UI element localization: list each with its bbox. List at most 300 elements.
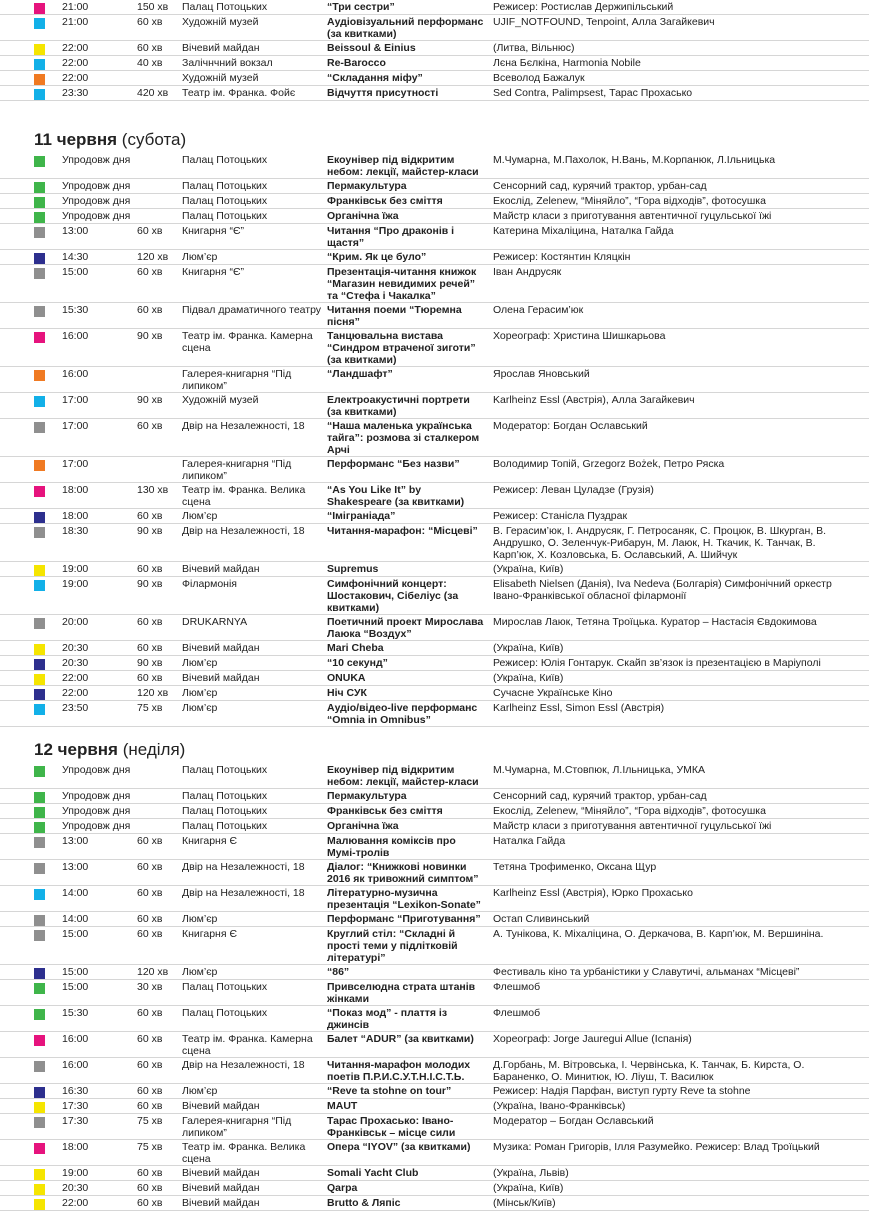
event-venue: Палац Потоцьких	[182, 1007, 268, 1019]
event-title: “10 секунд”	[327, 657, 388, 669]
day-title: 11 червня	[34, 130, 118, 149]
event-title: “Три сестри”	[327, 1, 395, 13]
event-venue: Двір на Незалежності, 18	[182, 525, 305, 537]
event-time: 18:00	[62, 1141, 89, 1153]
event-dur: 60 хв	[137, 1100, 163, 1112]
event-title: Поетичний проект Мирослава Лаюка “Воздух”	[327, 616, 484, 640]
event-title: “Reve ta stohne on tour”	[327, 1085, 452, 1097]
event-venue: Люм’єр	[182, 510, 218, 522]
event-venue: Палац Потоцьких	[182, 790, 268, 802]
event-venue: Палац Потоцьких	[182, 805, 268, 817]
schedule-row	[0, 1181, 869, 1196]
schedule-row	[0, 686, 869, 701]
category-color-square	[34, 930, 45, 941]
event-title: Відчуття присутності	[327, 87, 439, 99]
event-dur: 40 хв	[137, 57, 163, 69]
event-time: 14:00	[62, 887, 89, 899]
event-venue: Вічевий майдан	[182, 1197, 260, 1209]
event-title: Опера “IYOV” (за квитками)	[327, 1141, 471, 1153]
event-venue: Вічевий майдан	[182, 1182, 260, 1194]
category-color-square	[34, 268, 45, 279]
event-people: Режисер: Костянтин Кляцкін	[493, 251, 631, 263]
category-color-square	[34, 580, 45, 591]
event-title: Mari Cheba	[327, 642, 384, 654]
event-venue: Палац Потоцьких	[182, 1, 268, 13]
event-people: Всеволод Бажалук	[493, 72, 585, 84]
event-venue: Книгарня Є	[182, 835, 238, 847]
event-dur: 60 хв	[137, 1033, 163, 1045]
schedule-row	[0, 1140, 869, 1166]
event-venue: Підвал драматичного театру	[182, 304, 322, 316]
category-color-square	[34, 565, 45, 576]
category-color-square	[34, 486, 45, 497]
event-title: “Ландшафт”	[327, 368, 393, 380]
event-dur: 60 хв	[137, 563, 163, 575]
event-title: Qarpa	[327, 1182, 358, 1194]
event-venue: Палац Потоцьких	[182, 210, 268, 222]
category-color-square	[34, 689, 45, 700]
event-time: 23:30	[62, 87, 89, 99]
event-people: Майстр класи з приготування автентичної гуцульської їжі	[493, 820, 772, 832]
schedule-row	[0, 1058, 869, 1084]
event-title: Перформанс “Без назви”	[327, 458, 460, 470]
event-people: Володимир Топій, Grzegorz Bożek, Петро Ряска	[493, 458, 725, 470]
event-title: ONUKA	[327, 672, 366, 684]
event-time: 15:00	[62, 266, 89, 278]
event-dur: 90 хв	[137, 657, 163, 669]
category-color-square	[34, 889, 45, 900]
event-title: Пермакультура	[327, 180, 407, 192]
event-venue: DRUKARNYA	[182, 616, 248, 628]
event-venue: Філармонія	[182, 578, 237, 590]
event-people: В. Герасим’юк, І. Андрусяк, Г. Петросаняк, С. Процюк, В. Шкурган, В. Андрушко, О. Зеленчук-Рибарун, М. Лаюк, Н. Ткачик, К. Танчак, В. Карп’юк, Х. Козловська, Б. Ославський, А. Шийчук	[493, 525, 827, 561]
event-people: Іван Андрусяк	[493, 266, 562, 278]
event-time: 14:30	[62, 251, 89, 263]
schedule-row	[0, 577, 869, 615]
category-color-square	[34, 822, 45, 833]
event-title: Читання-марафон молодих поетів П.Р.И.С.У.Т.Н.І.С.Т.Ь.	[327, 1059, 471, 1083]
day-heading	[0, 127, 869, 153]
schedule-row	[0, 224, 869, 250]
event-people: Майстр класи з приготування автентичної гуцульської їжі	[493, 210, 772, 222]
event-venue: Палац Потоцьких	[182, 820, 268, 832]
event-title: Франківськ без сміття	[327, 195, 443, 207]
event-people: (Україна, Київ)	[493, 563, 564, 575]
event-people: Остап Сливинський	[493, 913, 590, 925]
event-time: Упродовж дня	[62, 154, 131, 166]
event-dur: 75 хв	[137, 1141, 163, 1153]
event-time: Упродовж дня	[62, 790, 131, 802]
event-time: 15:00	[62, 928, 89, 940]
category-color-square	[34, 74, 45, 85]
category-color-square	[34, 197, 45, 208]
event-people: Модератор – Богдан Ославський	[493, 1115, 654, 1127]
schedule-row	[0, 86, 869, 101]
category-color-square	[34, 527, 45, 538]
event-time: 20:30	[62, 657, 89, 669]
event-people: А. Тунікова, К. Міхаліцина, О. Деркачова, В. Карп’юк, М. Вершиніна.	[493, 928, 824, 940]
schedule-row	[0, 671, 869, 686]
event-people: (Україна, Львів)	[493, 1167, 569, 1179]
event-people: Ярослав Яновський	[493, 368, 590, 380]
event-venue: Залічнчний вокзал	[182, 57, 273, 69]
event-time: 15:30	[62, 1007, 89, 1019]
event-title: Екоунівер під відкритим небом: лекції, майстер-класи	[327, 154, 479, 178]
event-dur: 60 хв	[137, 616, 163, 628]
schedule-row	[0, 71, 869, 86]
event-time: 13:00	[62, 861, 89, 873]
event-time: 22:00	[62, 57, 89, 69]
schedule-row	[0, 483, 869, 509]
event-venue: Художній музей	[182, 394, 259, 406]
event-time: 20:30	[62, 1182, 89, 1194]
category-color-square	[34, 1117, 45, 1128]
event-venue: Люм’єр	[182, 1085, 218, 1097]
event-time: 16:30	[62, 1085, 89, 1097]
category-color-square	[34, 674, 45, 685]
event-dur: 60 хв	[137, 672, 163, 684]
event-venue: Люм’єр	[182, 913, 218, 925]
event-dur: 130 хв	[137, 484, 169, 496]
category-color-square	[34, 396, 45, 407]
event-dur: 150 хв	[137, 1, 169, 13]
schedule-block-top	[0, 0, 869, 101]
event-people: Флешмоб	[493, 1007, 541, 1019]
event-people: Екослід, Zelenew, “Міняйло”, “Гора відходів”, фотосушка	[493, 805, 766, 817]
schedule-row	[0, 393, 869, 419]
schedule-row	[0, 912, 869, 927]
event-dur: 30 хв	[137, 981, 163, 993]
event-time: 22:00	[62, 42, 89, 54]
event-venue: Художній музей	[182, 16, 259, 28]
event-people: Режисер: Ростислав Держипільський	[493, 1, 674, 13]
schedule-row	[0, 1084, 869, 1099]
event-title: Somali Yacht Club	[327, 1167, 419, 1179]
event-dur: 60 хв	[137, 1007, 163, 1019]
event-people: Режисер: Леван Цуладзе (Грузія)	[493, 484, 654, 496]
event-title: Діалог: “Книжкові новинки 2016 як тривожний симптом”	[327, 861, 479, 885]
event-title: Читання поеми “Тюремна пісня”	[327, 304, 462, 328]
schedule-row	[0, 804, 869, 819]
event-title: Пермакультура	[327, 790, 407, 802]
schedule-row	[0, 509, 869, 524]
schedule-row	[0, 56, 869, 71]
category-color-square	[34, 915, 45, 926]
event-dur: 90 хв	[137, 394, 163, 406]
category-color-square	[34, 370, 45, 381]
event-dur: 60 хв	[137, 1059, 163, 1071]
event-venue: Вічевий майдан	[182, 1100, 260, 1112]
schedule-row	[0, 701, 869, 727]
event-people: (Україна, Київ)	[493, 642, 564, 654]
event-title: Читання “Про драконів і щастя”	[327, 225, 455, 249]
event-title: Привселюдна страта штанів жінками	[327, 981, 476, 1005]
category-color-square	[34, 807, 45, 818]
event-venue: Палац Потоцьких	[182, 764, 268, 776]
event-dur: 75 хв	[137, 702, 163, 714]
event-time: 13:00	[62, 225, 89, 237]
schedule-row	[0, 1166, 869, 1181]
schedule-block-june-11	[0, 153, 869, 727]
event-dur: 60 хв	[137, 16, 163, 28]
category-color-square	[34, 332, 45, 343]
schedule-block-june-12	[0, 763, 869, 1211]
event-title: Ніч СУК	[327, 687, 367, 699]
schedule-row	[0, 562, 869, 577]
category-color-square	[34, 644, 45, 655]
event-people: Режисер: Надія Парфан, виступ гурту Reve ta stohne	[493, 1085, 751, 1097]
event-dur: 60 хв	[137, 928, 163, 940]
event-people: (Україна, Київ)	[493, 672, 564, 684]
schedule-row	[0, 524, 869, 562]
day-weekday: (субота)	[121, 130, 187, 149]
event-dur: 60 хв	[137, 266, 163, 278]
category-color-square	[34, 253, 45, 264]
event-venue: Вічевий майдан	[182, 672, 260, 684]
event-venue: Палац Потоцьких	[182, 180, 268, 192]
event-time: 20:00	[62, 616, 89, 628]
event-dur: 60 хв	[137, 225, 163, 237]
event-title: “Наша маленька українська тайга”: розмова зі сталкером Арчі	[327, 420, 480, 456]
schedule-row	[0, 419, 869, 457]
day-title: 12 червня	[34, 740, 118, 759]
event-people: Elisabeth Nielsen (Данія), Iva Nedeva (Болгарія) Симфонічний оркестр Івано-Франківської обласної філармонії	[493, 578, 832, 602]
category-color-square	[34, 44, 45, 55]
category-color-square	[34, 227, 45, 238]
event-people: Karlheinz Essl (Австрія), Алла Загайкевич	[493, 394, 695, 406]
event-time: 17:00	[62, 394, 89, 406]
category-color-square	[34, 863, 45, 874]
event-title: Органічна їжа	[327, 820, 399, 832]
event-people: Сенсорний сад, курячий трактор, урбан-сад	[493, 180, 707, 192]
event-dur: 60 хв	[137, 835, 163, 847]
event-dur: 60 хв	[137, 510, 163, 522]
category-color-square	[34, 422, 45, 433]
category-color-square	[34, 460, 45, 471]
day-heading	[0, 737, 869, 763]
event-time: 22:00	[62, 1197, 89, 1209]
category-color-square	[34, 1087, 45, 1098]
event-people: UJIF_NOTFOUND, Tenpoint, Алла Загайкевич	[493, 16, 715, 28]
event-dur: 60 хв	[137, 304, 163, 316]
schedule-row	[0, 457, 869, 483]
event-dur: 90 хв	[137, 330, 163, 342]
category-color-square	[34, 212, 45, 223]
event-venue: Вічевий майдан	[182, 42, 260, 54]
event-dur: 60 хв	[137, 42, 163, 54]
schedule-row	[0, 209, 869, 224]
schedule-row	[0, 1006, 869, 1032]
event-people: Катерина Міхаліцина, Наталка Гайда	[493, 225, 674, 237]
event-time: Упродовж дня	[62, 210, 131, 222]
schedule-row	[0, 886, 869, 912]
event-time: 17:30	[62, 1115, 89, 1127]
event-dur: 60 хв	[137, 887, 163, 899]
event-venue: Театр ім. Франка. Фойє	[182, 87, 296, 99]
event-time: Упродовж дня	[62, 764, 131, 776]
event-title: Електроакустичні портрети (за квитками)	[327, 394, 470, 418]
category-color-square	[34, 1035, 45, 1046]
event-title: “Показ мод” - плаття із джинсів	[327, 1007, 448, 1031]
event-dur: 60 хв	[137, 1182, 163, 1194]
event-time: 18:00	[62, 484, 89, 496]
event-people: Режисер: Юлія Гонтарук. Скайп зв’язок із презентацією в Маріуполі	[493, 657, 821, 669]
event-time: 22:00	[62, 672, 89, 684]
event-people: Екослід, Zelenew, “Міняйло”, “Гора відходів”, фотосушка	[493, 195, 766, 207]
event-venue: Палац Потоцьких	[182, 154, 268, 166]
event-people: Модератор: Богдан Ославський	[493, 420, 648, 432]
event-title: “Іміграніада”	[327, 510, 396, 522]
schedule-row	[0, 179, 869, 194]
event-time: 15:00	[62, 981, 89, 993]
day-weekday: (неділя)	[122, 740, 186, 759]
event-time: 18:00	[62, 510, 89, 522]
schedule-row	[0, 1032, 869, 1058]
event-time: 19:00	[62, 1167, 89, 1179]
event-people: Тетяна Трофименко, Оксана Щур	[493, 861, 657, 873]
event-title: MAUT	[327, 1100, 358, 1112]
category-color-square	[34, 704, 45, 715]
event-venue: Театр ім. Франка. Велика сцена	[182, 484, 306, 508]
event-title: Органічна їжа	[327, 210, 399, 222]
event-time: 17:30	[62, 1100, 89, 1112]
event-title: Презентація-читання книжок “Магазин невидимих речей” та “Стефа і Чакалка”	[327, 266, 477, 302]
category-color-square	[34, 618, 45, 629]
event-venue: Двір на Незалежності, 18	[182, 861, 305, 873]
schedule-row	[0, 615, 869, 641]
event-people: М.Чумарна, М.Стовпюк, Л.Ільницька, УМКА	[493, 764, 706, 776]
event-people: Фестиваль кіно та урбаністики у Славутичі, альманах “Місцеві”	[493, 966, 800, 978]
schedule-row	[0, 1099, 869, 1114]
event-time: Упродовж дня	[62, 820, 131, 832]
event-venue: Палац Потоцьких	[182, 981, 268, 993]
event-venue: Люм’єр	[182, 702, 218, 714]
event-time: 20:30	[62, 642, 89, 654]
event-dur: 60 хв	[137, 1197, 163, 1209]
category-color-square	[34, 1102, 45, 1113]
schedule-row	[0, 656, 869, 671]
event-dur: 90 хв	[137, 525, 163, 537]
event-time: Упродовж дня	[62, 805, 131, 817]
event-venue: Люм’єр	[182, 657, 218, 669]
event-people: (Україна, Київ)	[493, 1182, 564, 1194]
event-dur: 60 хв	[137, 913, 163, 925]
event-time: 23:50	[62, 702, 89, 714]
event-dur: 60 хв	[137, 1167, 163, 1179]
schedule-row	[0, 15, 869, 41]
category-color-square	[34, 3, 45, 14]
event-venue: Вічевий майдан	[182, 1167, 260, 1179]
event-people: Хореограф: Христина Шишкарьова	[493, 330, 666, 342]
category-color-square	[34, 1061, 45, 1072]
event-people: Мирослав Лаюк, Тетяна Троїцька. Куратор – Настасія Євдокимова	[493, 616, 817, 628]
event-dur: 420 хв	[137, 87, 169, 99]
event-time: 15:00	[62, 966, 89, 978]
event-people: Сенсорний сад, курячий трактор, урбан-сад	[493, 790, 707, 802]
schedule-row	[0, 819, 869, 834]
event-time: 16:00	[62, 1033, 89, 1045]
event-time: 16:00	[62, 368, 89, 380]
event-venue: Галерея-книгарня “Під липиком”	[182, 1115, 292, 1139]
category-color-square	[34, 792, 45, 803]
event-venue: Вічевий майдан	[182, 642, 260, 654]
event-dur: 120 хв	[137, 687, 169, 699]
category-color-square	[34, 766, 45, 777]
schedule-row	[0, 860, 869, 886]
event-time: 19:00	[62, 563, 89, 575]
event-dur: 120 хв	[137, 251, 169, 263]
event-title: Тарас Прохасько: Івано-Франківськ – місце сили	[327, 1115, 456, 1139]
event-people: М.Чумарна, М.Пахолок, Н.Вань, М.Корпанюк, Л.Ільницька	[493, 154, 776, 166]
schedule-row	[0, 303, 869, 329]
category-color-square	[34, 1199, 45, 1210]
event-title: Аудіовізуальний перформанс (за квитками)	[327, 16, 484, 40]
event-time: 18:30	[62, 525, 89, 537]
schedule-row	[0, 980, 869, 1006]
event-title: “Складання міфу”	[327, 72, 423, 84]
event-time: Упродовж дня	[62, 195, 131, 207]
schedule-row	[0, 153, 869, 179]
category-color-square	[34, 89, 45, 100]
schedule-row	[0, 367, 869, 393]
event-people: Режисер: Станісла Пуздрак	[493, 510, 628, 522]
event-dur: 120 хв	[137, 966, 169, 978]
schedule-row	[0, 41, 869, 56]
category-color-square	[34, 1143, 45, 1154]
event-time: 16:00	[62, 330, 89, 342]
event-people: Музика: Роман Григорів, Ілля Разумейко. Режисер: Влад Троїцький	[493, 1141, 820, 1153]
event-people: Karlheinz Essl, Simon Essl (Австрія)	[493, 702, 665, 714]
category-color-square	[34, 1169, 45, 1180]
event-title: Перформанс “Приготування”	[327, 913, 481, 925]
event-venue: Двір на Незалежності, 18	[182, 420, 305, 432]
event-title: Екоунівер під відкритим небом: лекції, майстер-класи	[327, 764, 479, 788]
event-title: “Крим. Як це було”	[327, 251, 427, 263]
event-people: Лєна Бєлкіна, Harmonia Nobile	[493, 57, 641, 69]
event-venue: Художній музей	[182, 72, 259, 84]
category-color-square	[34, 512, 45, 523]
schedule-row	[0, 250, 869, 265]
event-people: Наталка Гайда	[493, 835, 566, 847]
event-people: (Мінськ/Київ)	[493, 1197, 556, 1209]
category-color-square	[34, 968, 45, 979]
event-people: Д.Горбань, М. Вітровська, І. Червінська, К. Танчак, Б. Кирста, О. Бараненко, О. Минитюк, Ю. Ліуш, Т. Василюк	[493, 1059, 805, 1083]
schedule-row	[0, 763, 869, 789]
event-time: 15:30	[62, 304, 89, 316]
event-dur: 90 хв	[137, 578, 163, 590]
event-title: Читання-марафон: “Місцеві”	[327, 525, 478, 537]
event-time: Упродовж дня	[62, 180, 131, 192]
schedule-row	[0, 1114, 869, 1140]
schedule-row	[0, 329, 869, 367]
event-title: Beissoul & Einius	[327, 42, 416, 54]
category-color-square	[34, 18, 45, 29]
event-venue: Двір на Незалежності, 18	[182, 1059, 305, 1071]
schedule-row	[0, 194, 869, 209]
event-title: “As You Like It” by Shakespeare (за квитками)	[327, 484, 465, 508]
event-people: Хореограф: Jorge Jauregui Allue (Іспанія)	[493, 1033, 692, 1045]
schedule-row	[0, 927, 869, 965]
schedule-row	[0, 789, 869, 804]
event-venue: Театр ім. Франка. Камерна сцена	[182, 1033, 313, 1057]
event-people: (Литва, Вільнюс)	[493, 42, 575, 54]
event-title: Re-Barocco	[327, 57, 386, 69]
event-time: 21:00	[62, 16, 89, 28]
event-venue: Люм’єр	[182, 966, 218, 978]
event-time: 17:00	[62, 458, 89, 470]
event-time: 17:00	[62, 420, 89, 432]
event-venue: Книгарня “Є”	[182, 266, 245, 278]
